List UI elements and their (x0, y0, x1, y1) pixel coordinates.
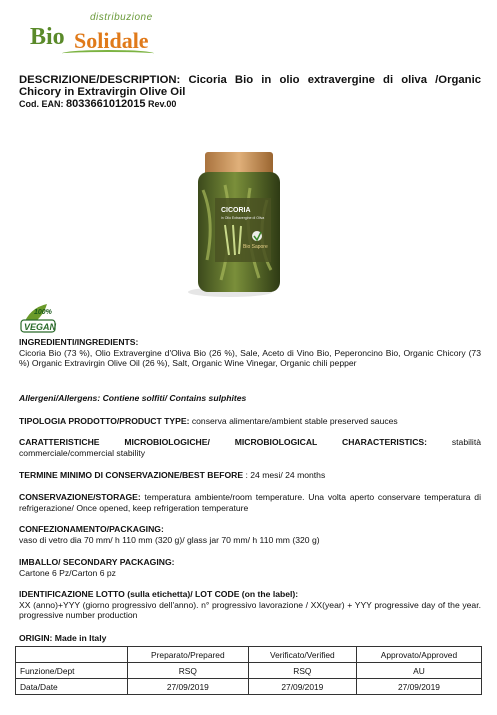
table-header-cell: Approvato/Approved (356, 647, 481, 663)
table-cell: Data/Date (16, 679, 128, 695)
allergens-text: Allergeni/Allergens: Contiene solfiti/ Contains sulphites (19, 393, 247, 403)
ingredients-section (19, 337, 481, 369)
brand-logo (30, 10, 165, 65)
table-row (16, 663, 482, 679)
storage-section (19, 492, 481, 513)
product-type-text: conserva alimentare/ambient stable preserved sauces (189, 416, 398, 426)
ean-number: 8033661012015 (66, 98, 146, 110)
product-description-title: DESCRIZIONE/DESCRIPTION: Cicoria Bio in olio extravergine di oliva /Organic Chicory in Extravirgin Olive Oil (19, 74, 481, 98)
table-cell: 27/09/2019 (248, 679, 356, 695)
table-cell: 27/09/2019 (356, 679, 481, 695)
table-cell: AU (356, 663, 481, 679)
table-header-cell: Verificato/Verified (248, 647, 356, 663)
best-before-section (19, 470, 481, 481)
allergens-section (19, 393, 481, 404)
storage-text: temperatura ambiente/room temperature. Una volta aperto conservare temperatura di refrigerazione/ Once opened, keep refrigeration temperature (19, 492, 481, 513)
storage-label: CONSERVAZIONE/STORAGE: (19, 492, 141, 502)
product-type-label: TIPOLOGIA PRODOTTO/PRODUCT TYPE: (19, 416, 190, 426)
vegan-percent: 100% (34, 309, 52, 316)
table-cell: RSQ (127, 663, 248, 679)
vegan-badge-icon (19, 300, 57, 336)
packaging-text: vaso di vetro dia 70 mm/ h 110 mm (320 g)/ glass jar 70 mm/ h 110 mm (320 g) (19, 534, 320, 545)
approvals-table (15, 646, 482, 695)
ingredients-label: INGREDIENTI/INGREDIENTS: (19, 337, 139, 347)
product-jar-image (155, 130, 305, 300)
table-header-cell (16, 647, 128, 663)
ean-code-line (19, 98, 176, 110)
table-cell: 27/09/2019 (127, 679, 248, 695)
logo-swoosh (62, 50, 154, 57)
secondary-packaging-text: Cartone 6 Pz/Carton 6 pz (19, 567, 116, 578)
table-cell: Funzione/Dept (16, 663, 128, 679)
secondary-packaging-label: IMBALLO/ SECONDARY PACKAGING: (19, 557, 175, 567)
origin-text: ORIGIN: Made in Italy (19, 633, 107, 643)
microbiological-label: CARATTERISTICHE MICROBIOLOGICHE/ MICROBIOLOGICAL CHARACTERISTICS: (19, 437, 427, 447)
logo-bio: Bio (30, 24, 65, 50)
ean-label: Cod. EAN: (19, 99, 66, 109)
ingredients-text: Cicoria Bio (73 %), Olio Extravergine d'Oliva Bio (26 %), Sale, Aceto di Vino Bio, Peperoncino Bio, Organic Chicory (73 %) Organic Extravirgin Olive Oil (26 %), Salt, Organic Wine Vinegar, Organic chili pepper (19, 347, 481, 369)
table-header-cell: Preparato/Prepared (127, 647, 248, 663)
jar-label-text: CICORIA (221, 207, 251, 214)
microbiological-text: stabilità commerciale/commercial stability (19, 437, 482, 458)
product-type-section (19, 416, 481, 427)
secondary-packaging-section (19, 557, 481, 578)
best-before-label: TERMINE MINIMO DI CONSERVAZIONE/BEST BEFORE (19, 470, 244, 480)
packaging-label: CONFEZIONAMENTO/PACKAGING: (19, 524, 164, 534)
logo-solidale: Solidale (74, 28, 149, 53)
packaging-section (19, 524, 481, 545)
best-before-text: : 24 mesi/ 24 months (243, 470, 326, 480)
lot-code-section (19, 589, 481, 621)
jar-label-subtext: in Olio Extravergine di Oliva (221, 216, 265, 220)
table-header-row (16, 647, 482, 663)
table-cell: RSQ (248, 663, 356, 679)
lot-code-label: IDENTIFICAZIONE LOTTO (sulla etichetta)/ LOT CODE (on the label): (19, 589, 299, 599)
revision: Rev.00 (145, 99, 177, 109)
vegan-text: VEGAN (24, 322, 57, 332)
logo-tagline: distribuzione (90, 12, 153, 23)
jar-brand-text: Bio Sapore (243, 244, 268, 250)
table-row (16, 679, 482, 695)
microbiological-section (19, 437, 481, 458)
lot-code-text: XX (anno)+YYY (giorno progressivo dell'anno). n° progressivo lavorazione / XX(year) + YYY progressive day of the year. progressive number production (19, 599, 481, 621)
origin-section (19, 633, 481, 644)
